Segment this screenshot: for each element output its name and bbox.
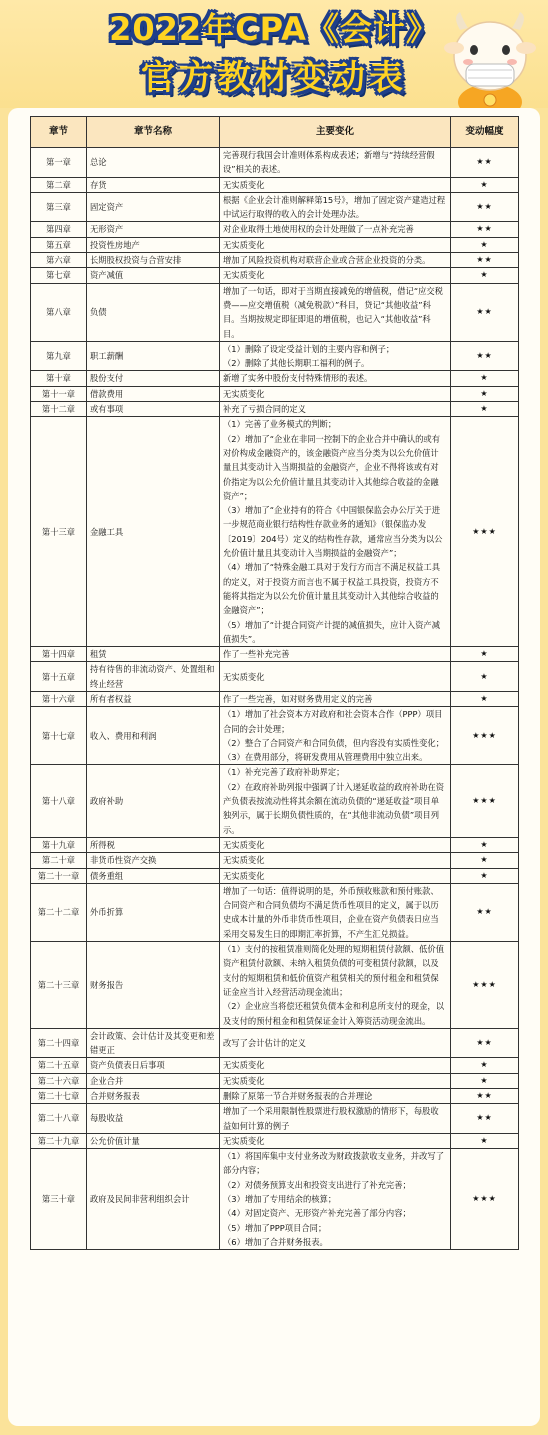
cell-change-level: ★ <box>451 868 519 883</box>
cell-main-change: 增加了一句话，即对于当期直接减免的增值税，借记“应交税费——应交增值税（减免税款）”科目，贷记“其他收益”科目。当期按规定即征即退的增值税，也记入“其他收益”科目。 <box>220 283 451 341</box>
cell-change-level: ★ <box>451 1073 519 1088</box>
cell-change-level: ★★★ <box>451 942 519 1029</box>
cell-chapter: 第十章 <box>31 371 87 386</box>
table-row <box>31 386 519 401</box>
cell-main-change: （1）补充完善了政府补助界定； （2）在政府补助列报中强调了计入递延收益的政府补助在资产负债表按流动性将其余额在流动负债的“递延收益”项目单独列示，属于长期负债性质的，在“其他非流动负债”项目列示。 <box>220 765 451 837</box>
cell-change-level: ★★ <box>451 253 519 268</box>
cell-main-change: （1）删除了设定受益计划的主要内容和例子； （2）删除了其他长期职工福利的例子。 <box>220 341 451 371</box>
table-row <box>31 1058 519 1073</box>
cell-change-level: ★ <box>451 371 519 386</box>
cell-main-change: 无实质变化 <box>220 868 451 883</box>
cell-main-change: 无实质变化 <box>220 1073 451 1088</box>
cell-main-change: 无实质变化 <box>220 386 451 401</box>
cell-main-change: 新增了实务中股份支付特殊情形的表述。 <box>220 371 451 386</box>
cell-chapter: 第八章 <box>31 283 87 341</box>
cell-chapter: 第一章 <box>31 148 87 178</box>
cell-chapter: 第三章 <box>31 192 87 222</box>
cell-chapter-name: 外币折算 <box>87 883 220 941</box>
cell-change-level: ★★ <box>451 148 519 178</box>
table-row <box>31 1149 519 1250</box>
cell-change-level: ★★ <box>451 1104 519 1134</box>
cell-chapter: 第十五章 <box>31 662 87 692</box>
cell-change-level: ★ <box>451 837 519 852</box>
cell-chapter: 第七章 <box>31 268 87 283</box>
table-row <box>31 371 519 386</box>
cell-change-level: ★ <box>451 1133 519 1148</box>
cell-chapter: 第二十章 <box>31 853 87 868</box>
table-row <box>31 341 519 371</box>
cell-chapter: 第十一章 <box>31 386 87 401</box>
cell-chapter: 第二十六章 <box>31 1073 87 1088</box>
cell-change-level: ★ <box>451 853 519 868</box>
cell-main-change: 无实质变化 <box>220 1058 451 1073</box>
cell-chapter: 第十七章 <box>31 707 87 765</box>
cell-chapter-name: 投资性房地产 <box>87 237 220 252</box>
change-table <box>30 116 519 1250</box>
cell-main-change: 无实质变化 <box>220 237 451 252</box>
table-row <box>31 707 519 765</box>
table-row <box>31 1089 519 1104</box>
table-row <box>31 1028 519 1058</box>
cell-chapter-name: 或有事项 <box>87 402 220 417</box>
table-row <box>31 942 519 1029</box>
cell-main-change: 增加了风险投资机构对联营企业或合营企业投资的分类。 <box>220 253 451 268</box>
cell-chapter: 第九章 <box>31 341 87 371</box>
header-chapter: 章节 <box>31 117 87 148</box>
cell-chapter-name: 借款费用 <box>87 386 220 401</box>
page-subtitle: 官方教材变动表 <box>141 58 407 98</box>
table-header-row <box>31 117 519 148</box>
table-row <box>31 765 519 837</box>
cell-chapter-name: 所得税 <box>87 837 220 852</box>
table-row <box>31 253 519 268</box>
cell-chapter-name: 政府及民间非营利组织会计 <box>87 1149 220 1250</box>
cell-change-level: ★★ <box>451 283 519 341</box>
cell-change-level: ★★ <box>451 341 519 371</box>
cell-main-change: 增加了一句话：值得说明的是，外币预收账款和预付账款、合同资产和合同负债均不满足货币性项目的定义，属于以历史成本计量的外币非货币性项目，企业在资产负债表日应当采用交易发生日的即期汇率折算，不产生汇兑损益。 <box>220 883 451 941</box>
cell-change-level: ★★★ <box>451 417 519 647</box>
cell-change-level: ★ <box>451 662 519 692</box>
cell-chapter-name: 非货币性资产交换 <box>87 853 220 868</box>
table-row <box>31 1073 519 1088</box>
cell-change-level: ★ <box>451 386 519 401</box>
cell-change-level: ★★ <box>451 1089 519 1104</box>
cell-main-change: 无实质变化 <box>220 1133 451 1148</box>
cell-main-change: 无实质变化 <box>220 662 451 692</box>
cell-main-change: 根据《企业会计准则解释第15号》，增加了固定资产建造过程中试运行取得的收入的会计处理办法。 <box>220 192 451 222</box>
cell-change-level: ★★ <box>451 883 519 941</box>
cell-chapter-name: 负债 <box>87 283 220 341</box>
cow-mascot-icon <box>434 8 544 112</box>
cell-change-level: ★ <box>451 177 519 192</box>
cell-chapter-name: 财务报告 <box>87 942 220 1029</box>
cell-change-level: ★★★ <box>451 707 519 765</box>
cell-change-level: ★ <box>451 1058 519 1073</box>
cell-change-level: ★★★ <box>451 765 519 837</box>
cell-change-level: ★★ <box>451 192 519 222</box>
table-row <box>31 402 519 417</box>
cell-main-change: （1）增加了社会资本方对政府和社会资本合作（PPP）项目合同的会计处理； （2）整合了合同资产和合同负债，但内容没有实质性变化； （3）在费用部分，将研发费用从管理费用中独立出来。 <box>220 707 451 765</box>
cell-chapter-name: 固定资产 <box>87 192 220 222</box>
table-row <box>31 283 519 341</box>
cell-change-level: ★ <box>451 691 519 706</box>
cell-chapter-name: 总论 <box>87 148 220 178</box>
cell-chapter-name: 金融工具 <box>87 417 220 647</box>
page-title: 2022年CPA《会计》 <box>109 10 439 48</box>
table-row <box>31 853 519 868</box>
cell-chapter: 第二十三章 <box>31 942 87 1029</box>
cell-change-level: ★ <box>451 402 519 417</box>
cell-main-change: 改写了会计估计的定义 <box>220 1028 451 1058</box>
cell-change-level: ★★★ <box>451 1149 519 1250</box>
cell-chapter-name: 无形资产 <box>87 222 220 237</box>
cell-change-level: ★ <box>451 237 519 252</box>
cell-chapter-name: 长期股权投资与合营安排 <box>87 253 220 268</box>
cell-chapter: 第六章 <box>31 253 87 268</box>
table-row <box>31 192 519 222</box>
cell-chapter-name: 资产减值 <box>87 268 220 283</box>
table-row <box>31 837 519 852</box>
cell-chapter: 第十八章 <box>31 765 87 837</box>
cell-chapter-name: 资产负债表日后事项 <box>87 1058 220 1073</box>
cell-chapter-name: 股份支付 <box>87 371 220 386</box>
cell-main-change: 无实质变化 <box>220 268 451 283</box>
cell-chapter-name: 租赁 <box>87 647 220 662</box>
cell-main-change: （1）支付的按租赁准则简化处理的短期租赁付款额、低价值资产租赁付款额、未纳入租赁负债的可变租赁付款额，以及支付的短期租赁和低价值资产租赁相关的预付租金和租赁保证金应当计入经营活动现金流出； （2）企业应当将偿还租赁负债本金和利息所支付的现金，以及支付的预付租金和租赁保证金计入筹资活动现金流出。 <box>220 942 451 1029</box>
cell-change-level: ★★ <box>451 1028 519 1058</box>
cell-main-change: （1）完善了业务模式的判断； （2）增加了“企业在非同一控制下的企业合并中确认的或有对价构成金融资产的，该金融资产应当分类为以公允价值计量且其变动计入当期损益的金融资产，企业不得将该或有对价指定为以公允价值计量且其变动计入其他综合收益的金融资产”； （3）增加了“企业持有的符合《中国银保监会办公厅关于进一步规范商业银行结构性存款业务的通知》（银保监办发〔2019〕204号）定义的结构性存款，通常应当分类为以公允价值计量且其变动计入当期损益的金融资产”； （4）增加了“特殊金融工具对于发行方而言不满足权益工具的定义，对于投资方而言也不属于权益工具投资，投资方不能将其指定为以公允价值计量且其变动计入其他综合收益的金融资产”； （5）增加了“计提合同资产计提的减值损失，应计入资产减值损失”。 <box>220 417 451 647</box>
cell-chapter: 第二十七章 <box>31 1089 87 1104</box>
cell-main-change: 完善现行我国会计准则体系构成表述；新增与“持续经营假设”相关的表述。 <box>220 148 451 178</box>
table-row <box>31 662 519 692</box>
cell-main-change: 无实质变化 <box>220 837 451 852</box>
table-row <box>31 148 519 178</box>
cell-chapter: 第三十章 <box>31 1149 87 1250</box>
table-row <box>31 883 519 941</box>
table-row <box>31 268 519 283</box>
cell-chapter-name: 持有待售的非流动资产、处置组和终止经营 <box>87 662 220 692</box>
cell-chapter: 第五章 <box>31 237 87 252</box>
table-row <box>31 222 519 237</box>
cell-chapter-name: 政府补助 <box>87 765 220 837</box>
table-row <box>31 647 519 662</box>
cell-change-level: ★ <box>451 647 519 662</box>
cell-chapter-name: 存货 <box>87 177 220 192</box>
cell-chapter-name: 企业合并 <box>87 1073 220 1088</box>
cell-main-change: 作了一些补充完善 <box>220 647 451 662</box>
header-main-change: 主要变化 <box>220 117 451 148</box>
cell-change-level: ★★ <box>451 222 519 237</box>
cell-chapter: 第十九章 <box>31 837 87 852</box>
table-row <box>31 237 519 252</box>
table-row <box>31 177 519 192</box>
cell-chapter-name: 会计政策、会计估计及其变更和差错更正 <box>87 1028 220 1058</box>
cell-chapter: 第二十五章 <box>31 1058 87 1073</box>
table-body <box>31 148 519 1250</box>
cell-main-change: 增加了一个采用限制性股票进行股权激励的情形下，每股收益如何计算的例子 <box>220 1104 451 1134</box>
cell-chapter-name: 债务重组 <box>87 868 220 883</box>
cell-chapter-name: 收入、费用和利润 <box>87 707 220 765</box>
cell-chapter: 第二十四章 <box>31 1028 87 1058</box>
table-row <box>31 1133 519 1148</box>
cell-chapter: 第四章 <box>31 222 87 237</box>
cell-chapter: 第二十九章 <box>31 1133 87 1148</box>
cell-chapter-name: 每股收益 <box>87 1104 220 1134</box>
cell-chapter: 第二章 <box>31 177 87 192</box>
cell-chapter-name: 公允价值计量 <box>87 1133 220 1148</box>
header-chapter-name: 章节名称 <box>87 117 220 148</box>
cell-main-change: 删除了原第一节合并财务报表的合并理论 <box>220 1089 451 1104</box>
table-row <box>31 1104 519 1134</box>
cell-main-change: （1）将国库集中支付业务改为财政拨款收支业务，并改写了部分内容； （2）对债务预算支出和投资支出进行了补充完善； （3）增加了专用结余的核算； （4）对固定资产、无形资产补充完善了部分内容； （5）增加了PPP项目合同； （6）增加了合并财务报表。 <box>220 1149 451 1250</box>
cell-change-level: ★ <box>451 268 519 283</box>
table-row <box>31 691 519 706</box>
cell-main-change: 无实质变化 <box>220 853 451 868</box>
cell-chapter: 第二十八章 <box>31 1104 87 1134</box>
cell-main-change: 作了一些完善，如对财务费用定义的完善 <box>220 691 451 706</box>
header-change-level: 变动幅度 <box>451 117 519 148</box>
cell-chapter-name: 职工薪酬 <box>87 341 220 371</box>
cell-chapter: 第十六章 <box>31 691 87 706</box>
cell-chapter-name: 合并财务报表 <box>87 1089 220 1104</box>
cell-chapter: 第十三章 <box>31 417 87 647</box>
cell-chapter: 第十四章 <box>31 647 87 662</box>
table-row <box>31 417 519 647</box>
table-row <box>31 868 519 883</box>
cell-main-change: 补充了亏损合同的定义 <box>220 402 451 417</box>
cell-main-change: 对企业取得土地使用权的会计处理做了一点补充完善 <box>220 222 451 237</box>
cell-chapter: 第十二章 <box>31 402 87 417</box>
cell-chapter-name: 所有者权益 <box>87 691 220 706</box>
cell-chapter: 第二十二章 <box>31 883 87 941</box>
cell-main-change: 无实质变化 <box>220 177 451 192</box>
cell-chapter: 第二十一章 <box>31 868 87 883</box>
